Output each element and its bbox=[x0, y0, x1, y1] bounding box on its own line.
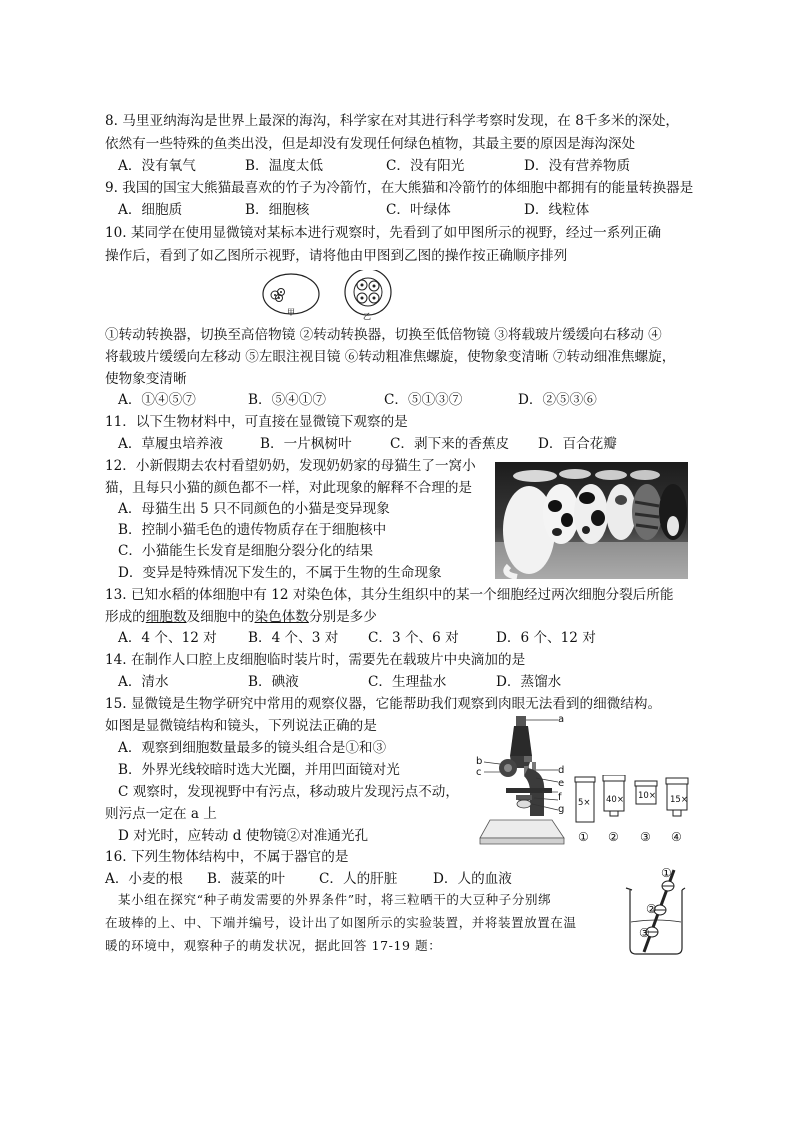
q13-option-b: B．4 个、3 对 bbox=[248, 630, 339, 646]
q16-option-d: D．人的血液 bbox=[433, 871, 512, 887]
q12-option-a: A．母猫生出 5 只不同颜色的小猫是变异现象 bbox=[118, 501, 390, 517]
q15-stem-line1: 15. 显微镜是生物学研究中常用的观察仪器，它能帮助我们观察到肉眼无法看到的细微结构。 bbox=[105, 696, 662, 712]
seed-3-number: ③ bbox=[639, 926, 650, 940]
q10-steps-line3: 使物象变清晰 bbox=[105, 371, 187, 387]
microscope-label-e: e bbox=[558, 778, 565, 789]
beaker-figure bbox=[622, 864, 692, 956]
q13-stem2-mid: 及细胞中的 bbox=[186, 609, 255, 625]
q8-option-d: D．没有营养物质 bbox=[524, 158, 631, 174]
lens-1-number: ① bbox=[578, 830, 589, 844]
q14-option-a: A．清水 bbox=[118, 674, 169, 690]
q11-option-b: B．一片枫树叶 bbox=[260, 436, 352, 452]
q10-option-a: A．①④⑤⑦ bbox=[118, 392, 196, 408]
q12-option-d: D．变异是特殊情况下发生的，不属于生物的生命现象 bbox=[118, 565, 442, 581]
field-b-circle bbox=[345, 270, 391, 315]
q13-stem2-post: 分别是多少 bbox=[308, 609, 377, 625]
q11-option-c: C．剥下来的香蕉皮 bbox=[390, 436, 510, 452]
q13-stem-line2 bbox=[105, 607, 377, 627]
q13-stem-line1: 13. 已知水稻的体细胞中有 12 对染色体，其分生组织中的某一个细胞经过两次细胞分裂后所能 bbox=[105, 587, 674, 603]
q12-option-b: B．控制小猫毛色的遗传物质存在于细胞核中 bbox=[118, 522, 387, 538]
q14-option-c: C．生理盐水 bbox=[368, 674, 447, 690]
microscope-label-f: f bbox=[558, 792, 562, 803]
q11-option-d: D．百合花瓣 bbox=[538, 436, 617, 452]
q16-stem: 16. 下列生物体结构中，不属于器官的是 bbox=[105, 849, 349, 865]
microscope-figure bbox=[472, 712, 568, 848]
q8-option-c: C．没有阳光 bbox=[386, 158, 465, 174]
q10-option-b: B．⑤④①⑦ bbox=[248, 392, 326, 408]
kittens-photo bbox=[495, 462, 688, 579]
q15-option-b: B．外界光线较暗时选大光圈，并用凹面镜对光 bbox=[118, 762, 400, 778]
q10-steps-line2: 将载玻片缓缓向左移动 ⑤左眼注视目镜 ⑥转动粗准焦螺旋，使物象变清晰 ⑦转动细准焦螺旋， bbox=[105, 349, 676, 365]
q11-option-a: A．草履虫培养液 bbox=[118, 436, 223, 452]
q8-stem-line2: 依然有一些特殊的鱼类出没，但是却没有发现任何绿色植物，其最主要的原因是海沟深处 bbox=[105, 136, 636, 152]
q10-option-d: D．②⑤③⑥ bbox=[518, 392, 597, 408]
q13-underline-cells: 细胞数 bbox=[145, 609, 187, 625]
lens-4-mag: 15× bbox=[670, 795, 688, 805]
q12-option-c: C．小猫能生长发育是细胞分裂分化的结果 bbox=[118, 543, 374, 559]
q14-option-b: B．碘液 bbox=[248, 674, 299, 690]
lens-3-mag: 10× bbox=[638, 791, 656, 801]
q13-stem2-pre: 形成的 bbox=[105, 609, 146, 625]
q14-option-d: D．蒸馏水 bbox=[496, 674, 562, 690]
lens-2-number: ② bbox=[608, 830, 619, 844]
microscope-label-b: b bbox=[476, 756, 483, 767]
q12-stem-line1: 12．小新假期去农村看望奶奶，发现奶奶家的母猫生了一窝小 bbox=[105, 458, 476, 474]
q10-option-c: C．⑤①③⑦ bbox=[384, 392, 463, 408]
q13-option-a: A．4 个、12 对 bbox=[118, 630, 217, 646]
q9-option-a: A．细胞质 bbox=[118, 202, 183, 218]
q16-option-c: C．人的肝脏 bbox=[319, 871, 398, 887]
q10-steps-line1: ①转动转换器，切换至高倍物镜 ②转动转换器，切换至低倍物镜 ③将载玻片缓缓向右移动 ④ bbox=[105, 327, 662, 343]
q15-option-c-line2: 则污点一定在 a 上 bbox=[105, 806, 217, 822]
q15-option-c-line1: C 观察时，发现视野中有污点，移动玻片发现污点不动， bbox=[118, 784, 459, 800]
intro-line2: 在玻棒的上、中、下端并编号，设计出了如图所示的实验装置，并将装置放置在温 bbox=[105, 915, 577, 930]
q16-option-a: A．小麦的根 bbox=[105, 871, 183, 887]
microscope-label-d: d bbox=[558, 765, 565, 776]
q9-option-c: C．叶绿体 bbox=[386, 202, 451, 218]
q9-option-b: B．细胞核 bbox=[245, 202, 310, 218]
q13-option-d: D．6 个、12 对 bbox=[496, 630, 596, 646]
field-b-label: 乙 bbox=[363, 312, 371, 321]
microscope-label-a: a bbox=[558, 714, 565, 725]
q14-stem: 14. 在制作人口腔上皮细胞临时装片时，需要先在载玻片中央滴加的是 bbox=[105, 652, 526, 668]
q15-stem-line2: 如图是显微镜结构和镜头，下列说法正确的是 bbox=[105, 718, 377, 734]
intro-line1: 某小组在探究“种子萌发需要的外界条件”时，将三粒晒干的大豆种子分别绑 bbox=[118, 892, 552, 907]
q13-option-c: C．3 个、6 对 bbox=[368, 630, 459, 646]
lens-2-mag: 40× bbox=[606, 795, 624, 805]
q8-stem-line1: 8. 马里亚纳海沟是世界上最深的海沟，科学家在对其进行科学考察时发现，在 8千多米的深处， bbox=[105, 113, 680, 129]
microscope-label-c: c bbox=[476, 767, 482, 778]
q15-option-d: D 对光时，应转动 d 使物镜②对准通光孔 bbox=[118, 828, 369, 844]
q8-option-b: B．温度太低 bbox=[245, 158, 323, 174]
q13-underline-chromosomes: 染色体数 bbox=[254, 609, 309, 625]
intro-line3: 暖的环境中，观察种子的萌发状况，据此回答 17-19 题： bbox=[105, 938, 442, 953]
lens-3-number: ③ bbox=[640, 830, 651, 844]
q8-option-a: A．没有氧气 bbox=[118, 158, 196, 174]
q10-stem-line2: 操作后，看到了如乙图所示视野，请将他由甲图到乙图的操作按正确顺序排列 bbox=[105, 248, 568, 264]
q12-stem-line2: 猫，且每只小猫的颜色都不一样，对此现象的解释不合理的是 bbox=[105, 480, 473, 496]
field-a-label: 甲 bbox=[287, 308, 295, 317]
q15-option-a: A．观察到细胞数量最多的镜头组合是①和③ bbox=[118, 740, 387, 756]
seed-2-number: ② bbox=[646, 902, 657, 916]
q10-stem-line1: 10. 某同学在使用显微镜对某标本进行观察时，先看到了如甲图所示的视野，经过一系列正确 bbox=[105, 225, 662, 241]
seed-1-number: ① bbox=[661, 866, 672, 880]
q16-option-b: B．菠菜的叶 bbox=[207, 871, 285, 887]
q9-option-d: D．线粒体 bbox=[524, 202, 590, 218]
microscope-label-g: g bbox=[558, 804, 565, 815]
lens-4-number: ④ bbox=[671, 830, 682, 844]
field-of-view-figure bbox=[262, 270, 394, 322]
q11-stem: 11．以下生物材料中，可直接在显微镜下观察的是 bbox=[105, 414, 408, 430]
q9-stem: 9. 我国的国宝大熊猫最喜欢的竹子为冷箭竹，在大熊猫和冷箭竹的体细胞中都拥有的能量转换器是 bbox=[105, 180, 694, 196]
lens-1-mag: 5× bbox=[578, 798, 591, 808]
